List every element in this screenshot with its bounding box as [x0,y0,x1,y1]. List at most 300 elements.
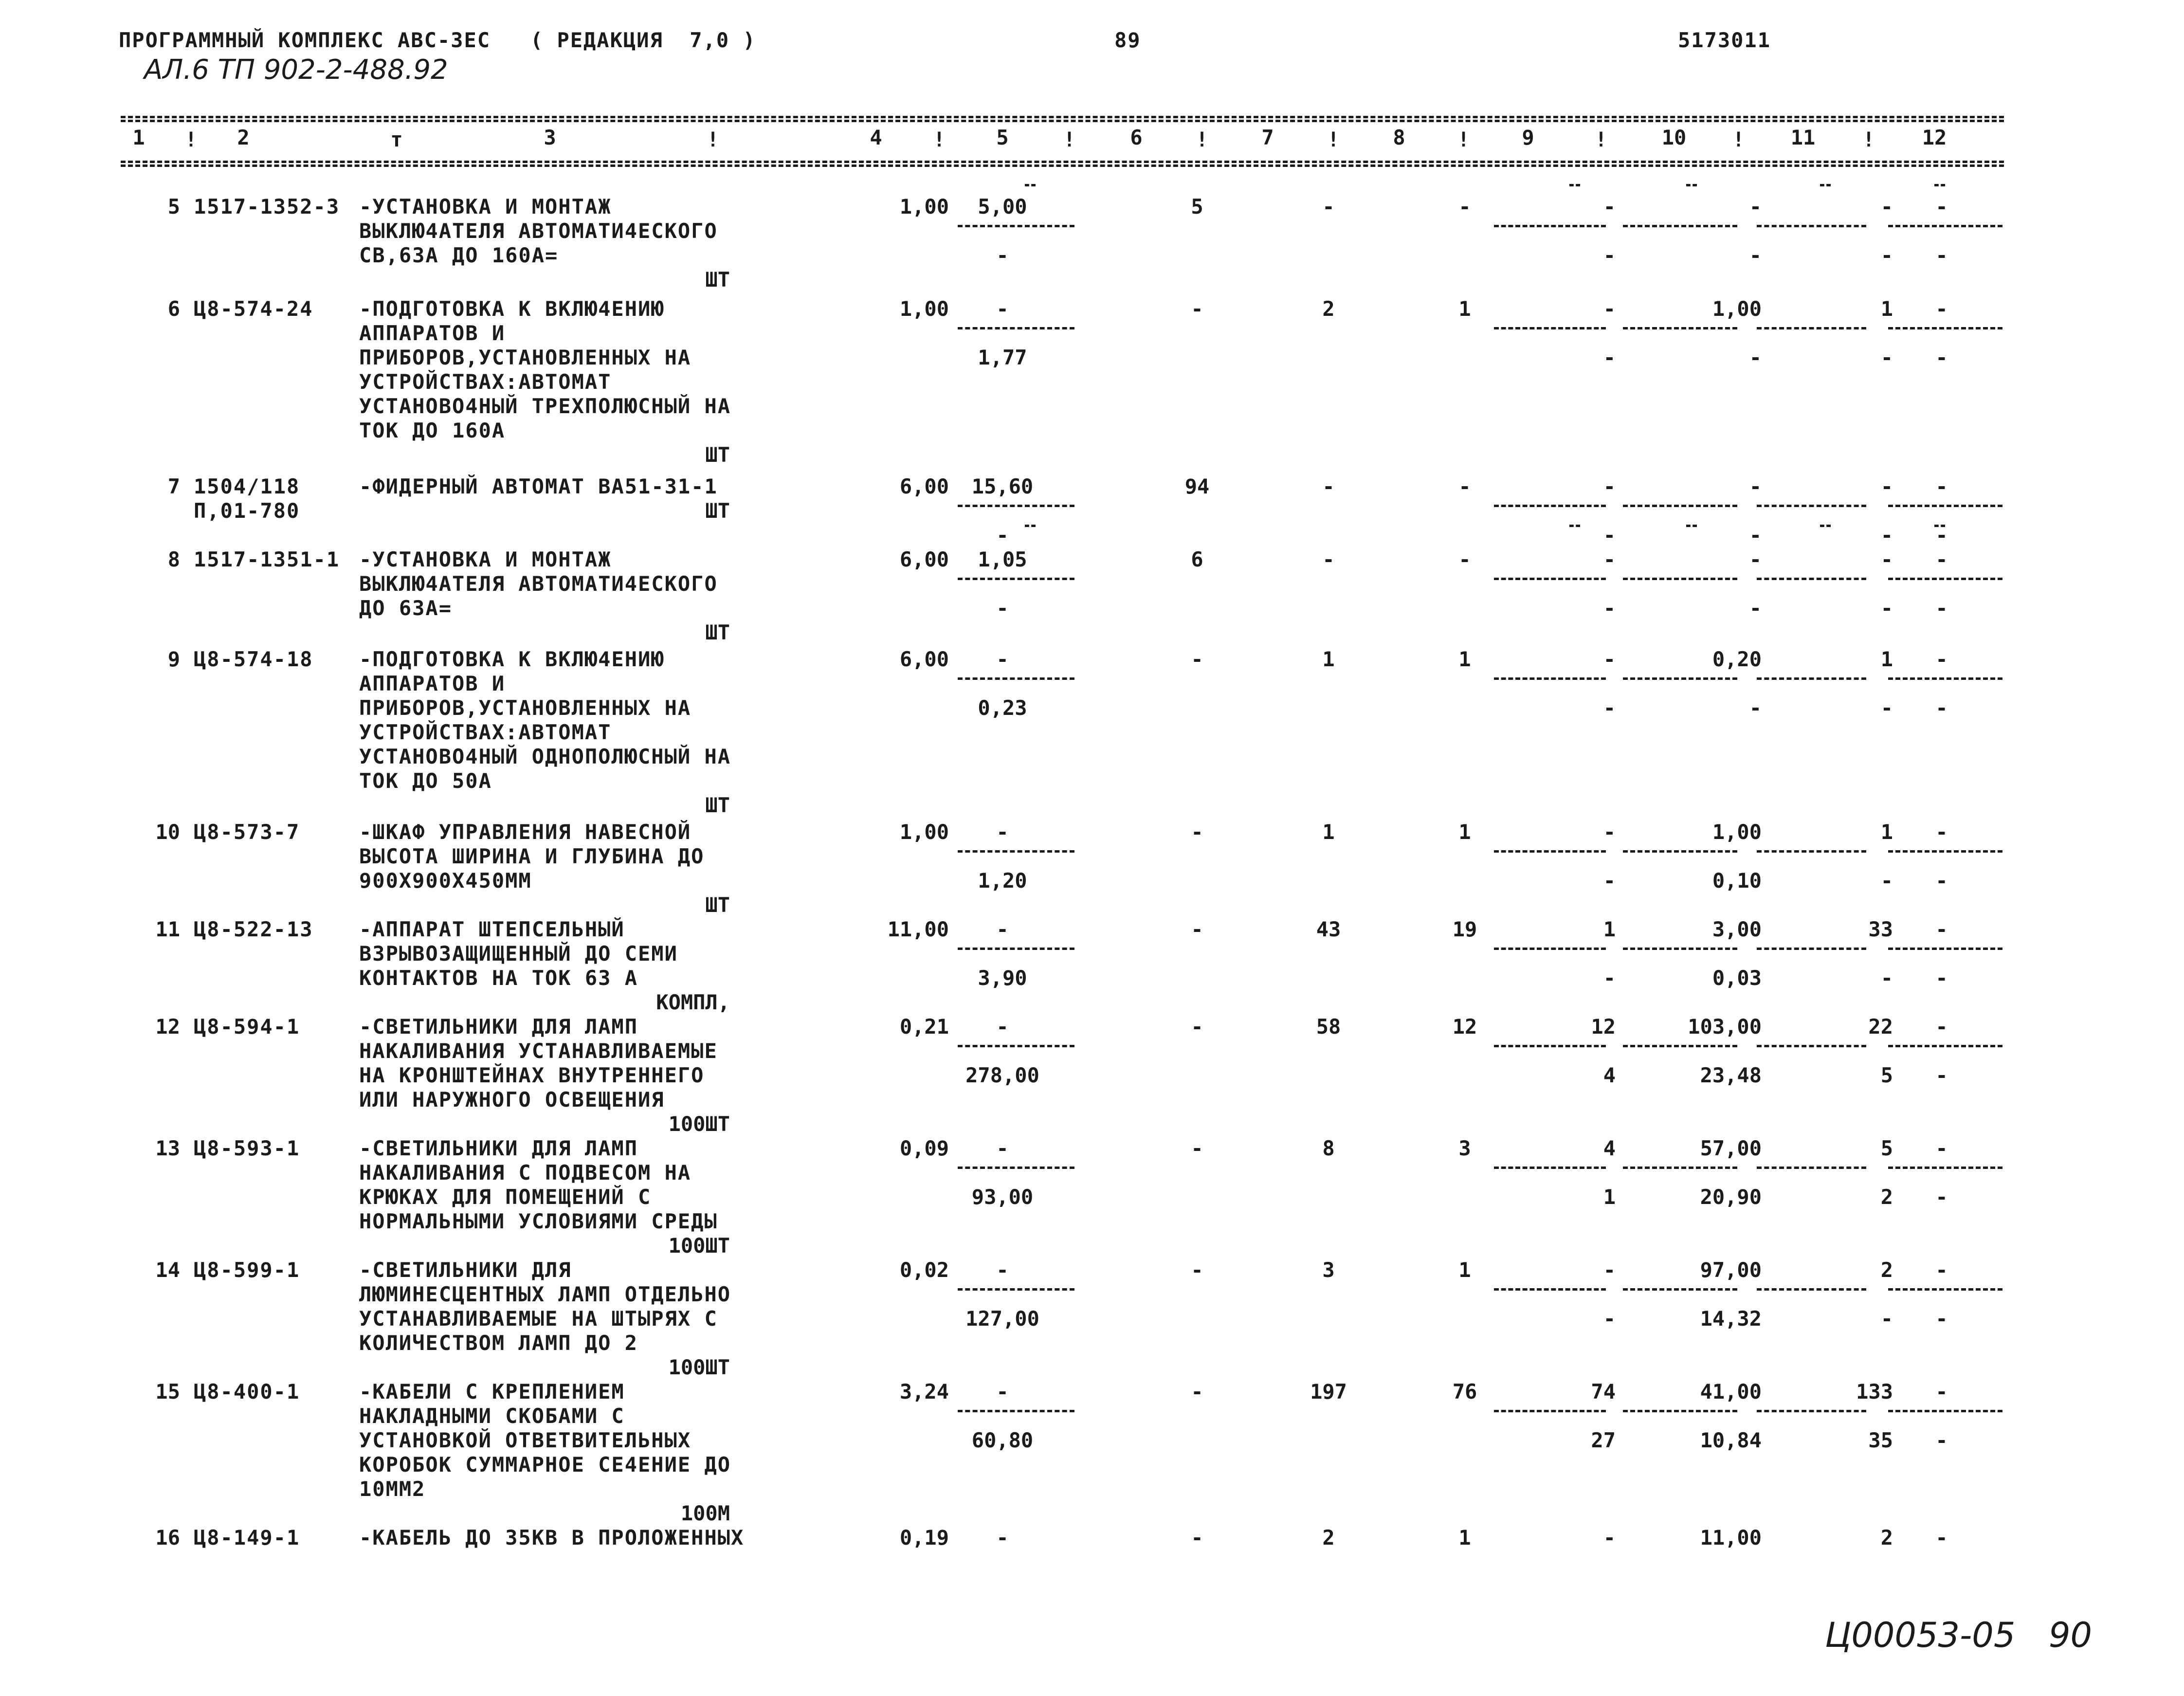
col-9-fraction-line [1494,948,1606,950]
col-10-fraction-line [1623,948,1737,950]
column-header-12: 12 [1922,126,1947,149]
col-10-bottom: 14,32 [1700,1307,1762,1331]
row-description-line: НОРМАЛЬНЫМИ УСЛОВИЯМИ СРЕДЫ [359,1209,718,1233]
row-description-line: ИЛИ НАРУЖНОГО ОСВЕЩЕНИЯ [359,1088,665,1112]
col-10-top: - [1749,474,1762,498]
row-description-line: -УСТАНОВКА И МОНТАЖ [359,547,612,571]
col-4-value: 6,00 [899,474,949,498]
col-10-fraction-line [1623,578,1737,580]
row-description-line: ВЗРЫВОЗАЩИЩЕННЫЙ ДО СЕМИ [359,942,678,966]
col-7-value: 1 [1322,820,1335,844]
row-unit: ШТ [705,620,730,644]
col-6-value: - [1191,820,1203,844]
col-10-top: 41,00 [1700,1380,1762,1404]
col-8-value: 76 [1452,1380,1477,1404]
col-12-fraction-line [1888,850,2002,853]
col-12-bottom: - [1935,1063,1948,1087]
row-number: 8 [167,547,180,571]
column-separator: ! [1327,128,1340,151]
col-8-value: - [1458,547,1471,571]
row-code: Ц8-574-24 [194,297,313,321]
column-separator: ! [1595,128,1607,151]
col-11-top: - [1880,474,1893,498]
col-11-bottom: - [1880,596,1893,620]
row-code: Ц8-574-18 [194,647,313,671]
col-10-top: 103,00 [1688,1015,1762,1039]
col-12-top: - [1935,1526,1948,1550]
col-10-bottom: - [1749,596,1762,620]
col-4-value: 0,02 [899,1258,949,1282]
column-header-6: 6 [1130,126,1143,149]
column-header-4: 4 [870,126,882,149]
col-10-top: 11,00 [1700,1526,1762,1550]
col-11-fraction-line [1757,948,1866,950]
col-11-bottom: 2 [1880,1185,1893,1209]
col-9-bottom: 4 [1603,1063,1616,1087]
col-8-value: 1 [1458,820,1471,844]
col-9-fraction-line [1494,1410,1606,1412]
header-rule-top [121,116,2004,118]
handwritten-reference: АЛ.6 ТП 902-2-488.92 [144,54,448,86]
col-9-bottom: - [1603,869,1616,893]
row-unit: 100М [680,1501,730,1525]
printer-tick-mark [1820,184,1831,186]
col-10-fraction-line [1623,1167,1737,1169]
col-10-fraction-line [1623,850,1737,853]
col-12-fraction-line [1888,948,2002,950]
page-number: 89 [1114,28,1141,52]
column-header-11: 11 [1790,126,1816,149]
col-10-top: 97,00 [1700,1258,1762,1282]
row-unit: ШТ [705,268,730,292]
col-5-bottom: - [996,243,1009,267]
col-10-top: - [1749,195,1762,219]
row-description-line: ТОК ДО 50А [359,769,492,793]
col-11-top: 1 [1880,297,1893,321]
row-description-line: ВЫСОТА ШИРИНА И ГЛУБИНА ДО [359,844,705,868]
col-11-fraction-line [1757,578,1866,580]
row-description-line: -КАБЕЛИ С КРЕПЛЕНИЕМ [359,1380,625,1404]
row-description-line: КРЮКАХ ДЛЯ ПОМЕЩЕНИЙ С [359,1185,652,1209]
row-code: 1517-1351-1 [194,547,340,571]
col-10-fraction-line [1623,1288,1737,1291]
col-11-top: 22 [1868,1015,1893,1039]
row-description-line: -ШКАФ УПРАВЛЕНИЯ НАВЕСНОЙ [359,820,692,844]
printer-tick-mark [1934,525,1945,527]
column-header-7: 7 [1261,126,1274,149]
col-6-value: - [1191,297,1203,321]
row-code: Ц8-594-1 [194,1015,300,1039]
col-7-value: 8 [1322,1136,1335,1160]
col-9-fraction-line [1494,1045,1606,1047]
row-description-line: -УСТАНОВКА И МОНТАЖ [359,195,612,219]
col-5-fraction-line [958,1167,1074,1169]
row-description-line: АППАРАТОВ И [359,321,506,345]
col-11-fraction-line [1757,1410,1866,1412]
column-header-5: 5 [996,126,1009,149]
col-4-value: 11,00 [887,917,949,941]
col-11-top: - [1880,547,1893,571]
col-9-bottom: - [1603,596,1616,620]
col-9-fraction-line [1494,1167,1606,1169]
col-5-fraction-line [958,850,1074,853]
col-6-value: - [1191,917,1203,941]
col-12-bottom: - [1935,346,1948,369]
row-description-line: НАКАЛИВАНИЯ УСТАНАВЛИВАЕМЫЕ [359,1039,718,1063]
col-9-fraction-line [1494,1288,1606,1291]
col-11-fraction-line [1757,505,1866,507]
col-11-bottom: - [1880,523,1893,547]
col-12-fraction-line [1888,225,2002,227]
col-5-top: - [996,1380,1009,1404]
header-rule-bottom-2 [121,164,2004,167]
col-7-value: - [1322,474,1335,498]
col-7-value: - [1322,547,1335,571]
col-10-fraction-line [1623,327,1737,329]
col-9-bottom: - [1603,1307,1616,1331]
col-12-bottom: - [1935,1307,1948,1331]
col-4-value: 1,00 [899,195,949,219]
column-separator: ! [1063,128,1076,151]
col-10-bottom: - [1749,523,1762,547]
col-9-fraction-line [1494,505,1606,507]
col-5-top: - [996,647,1009,671]
col-9-top: - [1603,195,1616,219]
row-description-line: НА КРОНШТЕЙНАХ ВНУТРЕННЕГО [359,1063,705,1087]
row-number: 16 [155,1526,180,1550]
col-9-bottom: - [1603,523,1616,547]
col-12-bottom: - [1935,523,1948,547]
col-9-top: 12 [1591,1015,1616,1039]
column-separator: ! [707,128,719,151]
row-description-line: -СВЕТИЛЬНИКИ ДЛЯ ЛАМП [359,1136,638,1160]
col-8-value: 3 [1458,1136,1471,1160]
column-header-2: 2 [237,126,250,149]
col-8-value: - [1458,474,1471,498]
column-separator: ! [1862,128,1875,151]
col-6-value: 5 [1191,195,1203,219]
col-5-top: - [996,1015,1009,1039]
col-8-value: 1 [1458,647,1471,671]
col-5-fraction-line [958,1410,1074,1412]
row-code: Ц8-593-1 [194,1136,300,1160]
row-description-line: АППАРАТОВ И [359,672,506,695]
row-description-line: -АППАРАТ ШТЕПСЕЛЬНЫЙ [359,917,625,941]
col-9-top: - [1603,547,1616,571]
col-11-fraction-line [1757,1288,1866,1291]
col-9-top: - [1603,1526,1616,1550]
header-rule-top-2 [121,120,2004,122]
col-12-fraction-line [1888,578,2002,580]
col-11-top: 2 [1880,1526,1893,1550]
col-12-bottom: - [1935,869,1948,893]
col-12-top: - [1935,917,1948,941]
column-header-1: 1 [132,126,145,149]
col-12-top: - [1935,1258,1948,1282]
row-unit: ШТ [705,793,730,817]
col-4-value: 0,09 [899,1136,949,1160]
col-4-value: 3,24 [899,1380,949,1404]
col-12-top: - [1935,297,1948,321]
col-9-top: 74 [1591,1380,1616,1404]
col-12-fraction-line [1888,1167,2002,1169]
row-description-line: СВ,63А ДО 160А= [359,243,559,267]
col-10-bottom: - [1749,243,1762,267]
col-11-top: - [1880,195,1893,219]
col-11-bottom: - [1880,346,1893,369]
col-10-fraction-line [1623,225,1737,227]
row-description-line: УСТАНОВО4НЫЙ ОДНОПОЛЮСНЫЙ НА [359,745,731,768]
col-6-value: - [1191,647,1203,671]
col-12-bottom: - [1935,596,1948,620]
col-9-fraction-line [1494,578,1606,580]
col-7-value: 2 [1322,297,1335,321]
col-10-fraction-line [1623,677,1737,680]
col-5-fraction-line [958,1288,1074,1291]
row-number: 14 [155,1258,180,1282]
col-11-bottom: - [1880,696,1893,720]
column-separator: ! [1196,128,1208,151]
col-11-bottom: - [1880,966,1893,990]
printer-tick-mark [1686,525,1697,527]
col-11-fraction-line [1757,327,1866,329]
col-9-top: - [1603,474,1616,498]
row-unit: ШТ [705,499,730,523]
row-number: 12 [155,1015,180,1039]
col-10-bottom: 23,48 [1700,1063,1762,1087]
row-description-line: УСТРОЙСТВАХ:АВТОМАТ [359,720,612,744]
col-5-fraction-line [958,505,1074,507]
col-11-fraction-line [1757,225,1866,227]
row-description-line: УСТАНАВЛИВАЕМЫЕ НА ШТЫРЯХ С [359,1307,718,1331]
col-10-top: 1,00 [1712,820,1762,844]
col-5-fraction-line [958,1045,1074,1047]
footer-stamp: Ц00053-05 [1825,1615,2016,1655]
col-12-bottom: - [1935,966,1948,990]
col-4-value: 0,19 [899,1526,949,1550]
document-code: 5173011 [1678,28,1771,52]
col-11-fraction-line [1757,1167,1866,1169]
col-4-value: 6,00 [899,647,949,671]
col-12-top: - [1935,474,1948,498]
row-description-line: ПРИБОРОВ,УСТАНОВЛЕННЫХ НА [359,346,692,369]
col-9-top: - [1603,820,1616,844]
col-10-top: 57,00 [1700,1136,1762,1160]
col-4-value: 1,00 [899,820,949,844]
col-11-top: 5 [1880,1136,1893,1160]
row-number: 13 [155,1136,180,1160]
row-description-line: УСТАНОВКОЙ ОТВЕТВИТЕЛЬНЫХ [359,1428,692,1452]
col-4-value: 0,21 [899,1015,949,1039]
col-9-bottom: - [1603,696,1616,720]
row-description-line: -СВЕТИЛЬНИКИ ДЛЯ [359,1258,572,1282]
row-code: Ц8-149-1 [194,1526,300,1550]
col-5-top: - [996,1136,1009,1160]
col-11-bottom: - [1880,243,1893,267]
col-5-fraction-line [958,578,1074,580]
row-code: 1517-1352-3 [194,195,340,219]
row-description-line: КОНТАКТОВ НА ТОК 63 А [359,966,638,990]
col-5-top: - [996,1526,1009,1550]
printer-tick-mark [1025,525,1036,527]
col-6-value: - [1191,1258,1203,1282]
column-separator: ! [1732,128,1745,151]
col-6-value: 6 [1191,547,1203,571]
col-11-top: 1 [1880,820,1893,844]
col-6-value: - [1191,1380,1203,1404]
col-6-value: - [1191,1015,1203,1039]
row-code: Ц8-522-13 [194,917,313,941]
col-12-top: - [1935,647,1948,671]
col-7-value: 1 [1322,647,1335,671]
col-9-bottom: - [1603,966,1616,990]
row-description-line: УСТРОЙСТВАХ:АВТОМАТ [359,370,612,394]
row-description-line: -ПОДГОТОВКА К ВКЛЮ4ЕНИЮ [359,297,665,321]
col-9-top: 4 [1603,1136,1616,1160]
col-5-bottom: 278,00 [965,1063,1039,1087]
row-description-line: -ПОДГОТОВКА К ВКЛЮ4ЕНИЮ [359,647,665,671]
row-description-line: КОРОБОК СУММАРНОЕ СЕ4ЕНИЕ ДО [359,1453,731,1477]
col-5-bottom: 93,00 [971,1185,1034,1209]
col-10-bottom: 0,10 [1712,869,1762,893]
col-12-bottom: - [1935,696,1948,720]
col-9-bottom: - [1603,243,1616,267]
row-unit: ШТ [705,893,730,917]
row-description-line: -ФИДЕРНЫЙ АВТОМАТ ВА51-31-1 [359,474,718,498]
col-11-bottom: 5 [1880,1063,1893,1087]
row-description-line: НАКЛАДНЫМИ СКОБАМИ С [359,1404,625,1428]
col-9-top: - [1603,1258,1616,1282]
col-8-value: - [1458,195,1471,219]
row-code: Ц8-573-7 [194,820,300,844]
row-description-line: УСТАНОВО4НЫЙ ТРЕХПОЛЮСНЫЙ НА [359,394,731,418]
col-5-bottom: 1,77 [978,346,1027,369]
row-description-line: ЛЮМИНЕСЦЕНТНЫХ ЛАМП ОТДЕЛЬНО [359,1282,731,1306]
col-11-top: 2 [1880,1258,1893,1282]
col-11-top: 133 [1856,1380,1893,1404]
printer-tick-mark [1569,525,1580,527]
row-code-line-2: П,01-780 [194,499,300,523]
col-11-top: 1 [1880,647,1893,671]
col-10-bottom: 20,90 [1700,1185,1762,1209]
row-description-line: ПРИБОРОВ,УСТАНОВЛЕННЫХ НА [359,696,692,720]
column-separator: ! [184,128,198,151]
column-separator: ! [933,128,946,151]
col-5-fraction-line [958,225,1074,227]
col-12-fraction-line [1888,1288,2002,1291]
col-7-value: 58 [1316,1015,1341,1039]
col-5-fraction-line [958,677,1074,680]
row-code: Ц8-400-1 [194,1380,300,1404]
row-number: 11 [155,917,180,941]
col-7-value: 3 [1322,1258,1335,1282]
col-12-top: - [1935,1380,1948,1404]
col-11-fraction-line [1757,677,1866,680]
row-number: 5 [167,195,180,219]
col-5-bottom: 3,90 [978,966,1027,990]
col-5-top: 5,00 [978,195,1027,219]
row-description-line: ВЫКЛЮ4АТЕЛЯ АВТОМАТИ4ЕСКОГО [359,572,718,596]
col-11-fraction-line [1757,850,1866,853]
col-10-fraction-line [1623,1410,1737,1412]
col-10-top: - [1749,547,1762,571]
row-description-line: 900Х900Х450ММ [359,869,532,893]
col-11-bottom: - [1880,1307,1893,1331]
col-10-top: 0,20 [1712,647,1762,671]
col-8-value: 1 [1458,297,1471,321]
row-description-line: -КАБЕЛЬ ДО 35КВ В ПРОЛОЖЕННЫХ [359,1526,745,1550]
col-5-top: 15,60 [971,474,1034,498]
row-unit: 100ШТ [668,1355,730,1379]
col-9-bottom: 1 [1603,1185,1616,1209]
row-number: 15 [155,1380,180,1404]
row-unit: КОМПЛ, [656,990,730,1014]
col-11-fraction-line [1757,1045,1866,1047]
col-6-value: - [1191,1136,1203,1160]
col-8-value: 1 [1458,1258,1471,1282]
col-12-bottom: - [1935,243,1948,267]
col-12-top: - [1935,820,1948,844]
col-9-fraction-line [1494,225,1606,227]
col-5-top: - [996,820,1009,844]
col-5-bottom: 0,23 [978,696,1027,720]
col-4-value: 1,00 [899,297,949,321]
col-7-value: 197 [1310,1380,1347,1404]
col-10-top: 1,00 [1712,297,1762,321]
col-5-bottom: 60,80 [971,1428,1034,1452]
row-unit: ШТ [705,443,730,467]
col-12-fraction-line [1888,1410,2002,1412]
col-7-value: 43 [1316,917,1341,941]
row-description-line: 10ММ2 [359,1477,426,1501]
printer-tick-mark [1569,184,1580,186]
col-10-bottom: - [1749,346,1762,369]
col-11-top: 33 [1868,917,1893,941]
row-unit: 100ШТ [668,1234,730,1258]
row-unit: 100ШТ [668,1112,730,1136]
col-7-value: - [1322,195,1335,219]
program-title: ПРОГРАММНЫЙ КОМПЛЕКС АВС-3ЕС ( РЕДАКЦИЯ 7,0 ) [119,28,756,52]
col-12-bottom: - [1935,1185,1948,1209]
col-5-fraction-line [958,948,1074,950]
row-code: 1504/118 [194,474,300,498]
col-8-value: 1 [1458,1526,1471,1550]
row-code: Ц8-599-1 [194,1258,300,1282]
row-description-line: ТОК ДО 160А [359,419,506,442]
col-12-top: - [1935,1015,1948,1039]
col-4-value: 6,00 [899,547,949,571]
col-9-bottom: 27 [1591,1428,1616,1452]
column-header-8: 8 [1393,126,1405,149]
row-number: 10 [155,820,180,844]
row-description-line: КОЛИЧЕСТВОМ ЛАМП ДО 2 [359,1331,638,1355]
row-number: 6 [167,297,180,321]
row-description-line: -СВЕТИЛЬНИКИ ДЛЯ ЛАМП [359,1015,638,1039]
col-9-top: - [1603,647,1616,671]
col-5-bottom: - [996,523,1009,547]
col-10-bottom: 10,84 [1700,1428,1762,1452]
col-7-value: 2 [1322,1526,1335,1550]
col-9-bottom: - [1603,346,1616,369]
printer-tick-mark [1686,184,1697,186]
column-header-9: 9 [1522,126,1534,149]
col-12-top: - [1935,195,1948,219]
col-5-top: - [996,1258,1009,1282]
col-12-top: - [1935,1136,1948,1160]
printer-tick-mark [1820,525,1831,527]
col-9-top: 1 [1603,917,1616,941]
column-header-10: 10 [1661,126,1687,149]
